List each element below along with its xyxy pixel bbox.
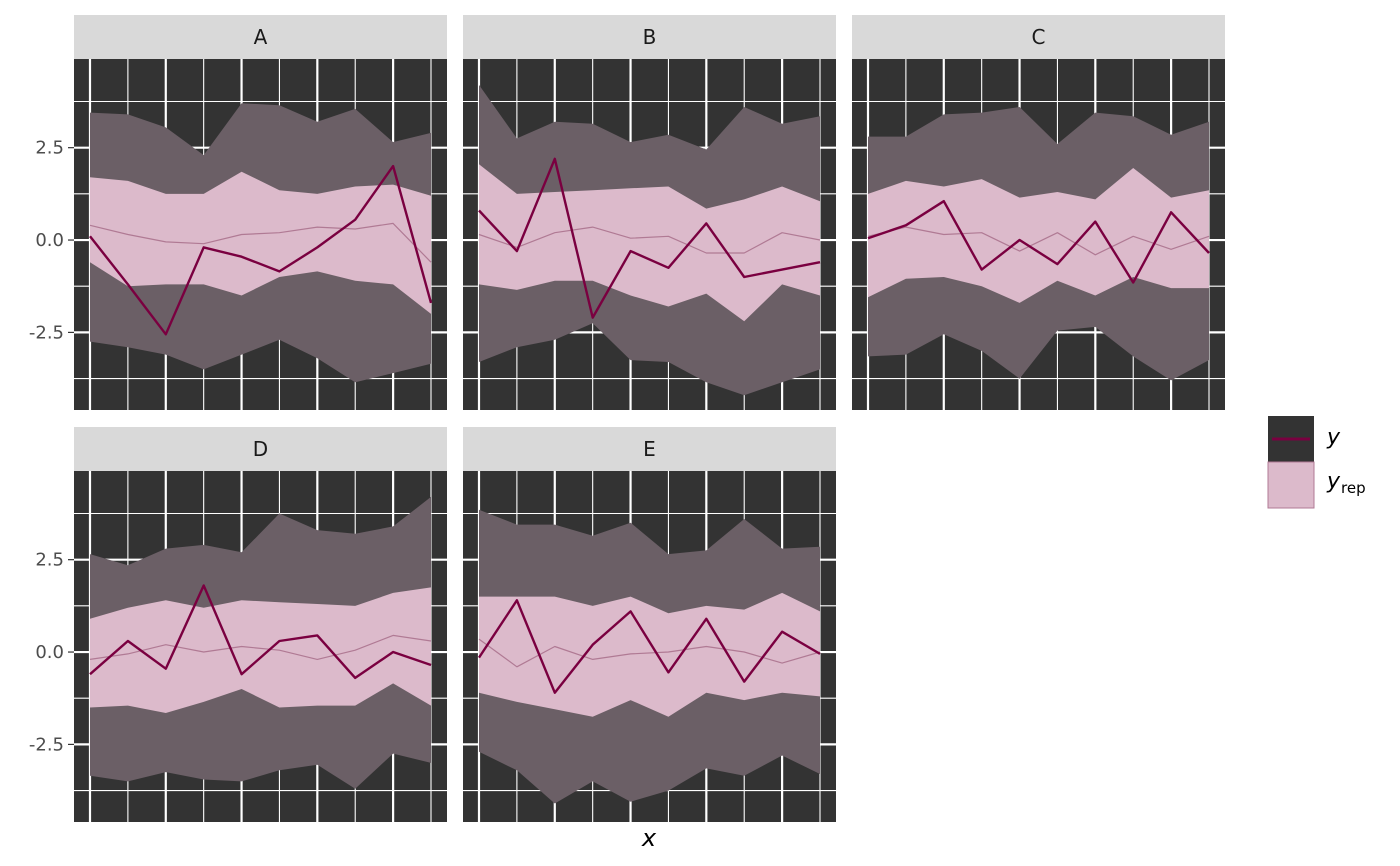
facet-panel-d (74, 427, 447, 822)
y-tick-label: 0.0 (35, 642, 64, 664)
y-tick-label: 2.5 (35, 137, 64, 159)
legend-label-y: y (1327, 425, 1341, 450)
x-axis-title: x (641, 824, 657, 852)
legend (1268, 416, 1366, 508)
legend-label-yrep-subscript: rep (1341, 479, 1366, 497)
facet-strip-label-c: C (1031, 25, 1046, 49)
facet-panel-c (852, 15, 1225, 410)
legend-key-yrep-fill (1268, 462, 1314, 508)
facet-panels (74, 15, 1225, 822)
y-tick-label: 2.5 (35, 549, 64, 571)
facet-strip-label-b: B (642, 25, 657, 49)
y-axis-row-2 (29, 550, 74, 756)
facet-panel-e (463, 427, 836, 822)
facet-panel-a (74, 15, 447, 410)
facet-panel-b (463, 15, 836, 410)
y-tick-label: 0.0 (35, 230, 64, 252)
facet-strip-label-a: A (253, 25, 268, 49)
facet-strip-label-d: D (252, 437, 269, 461)
facet-strip-label-e: E (643, 437, 656, 461)
y-tick-label: -2.5 (28, 322, 64, 344)
y-tick-label: -2.5 (28, 734, 64, 756)
y-axis-row-1 (29, 138, 74, 344)
y-axes (29, 138, 74, 756)
legend-label-yrep: y (1327, 469, 1341, 494)
